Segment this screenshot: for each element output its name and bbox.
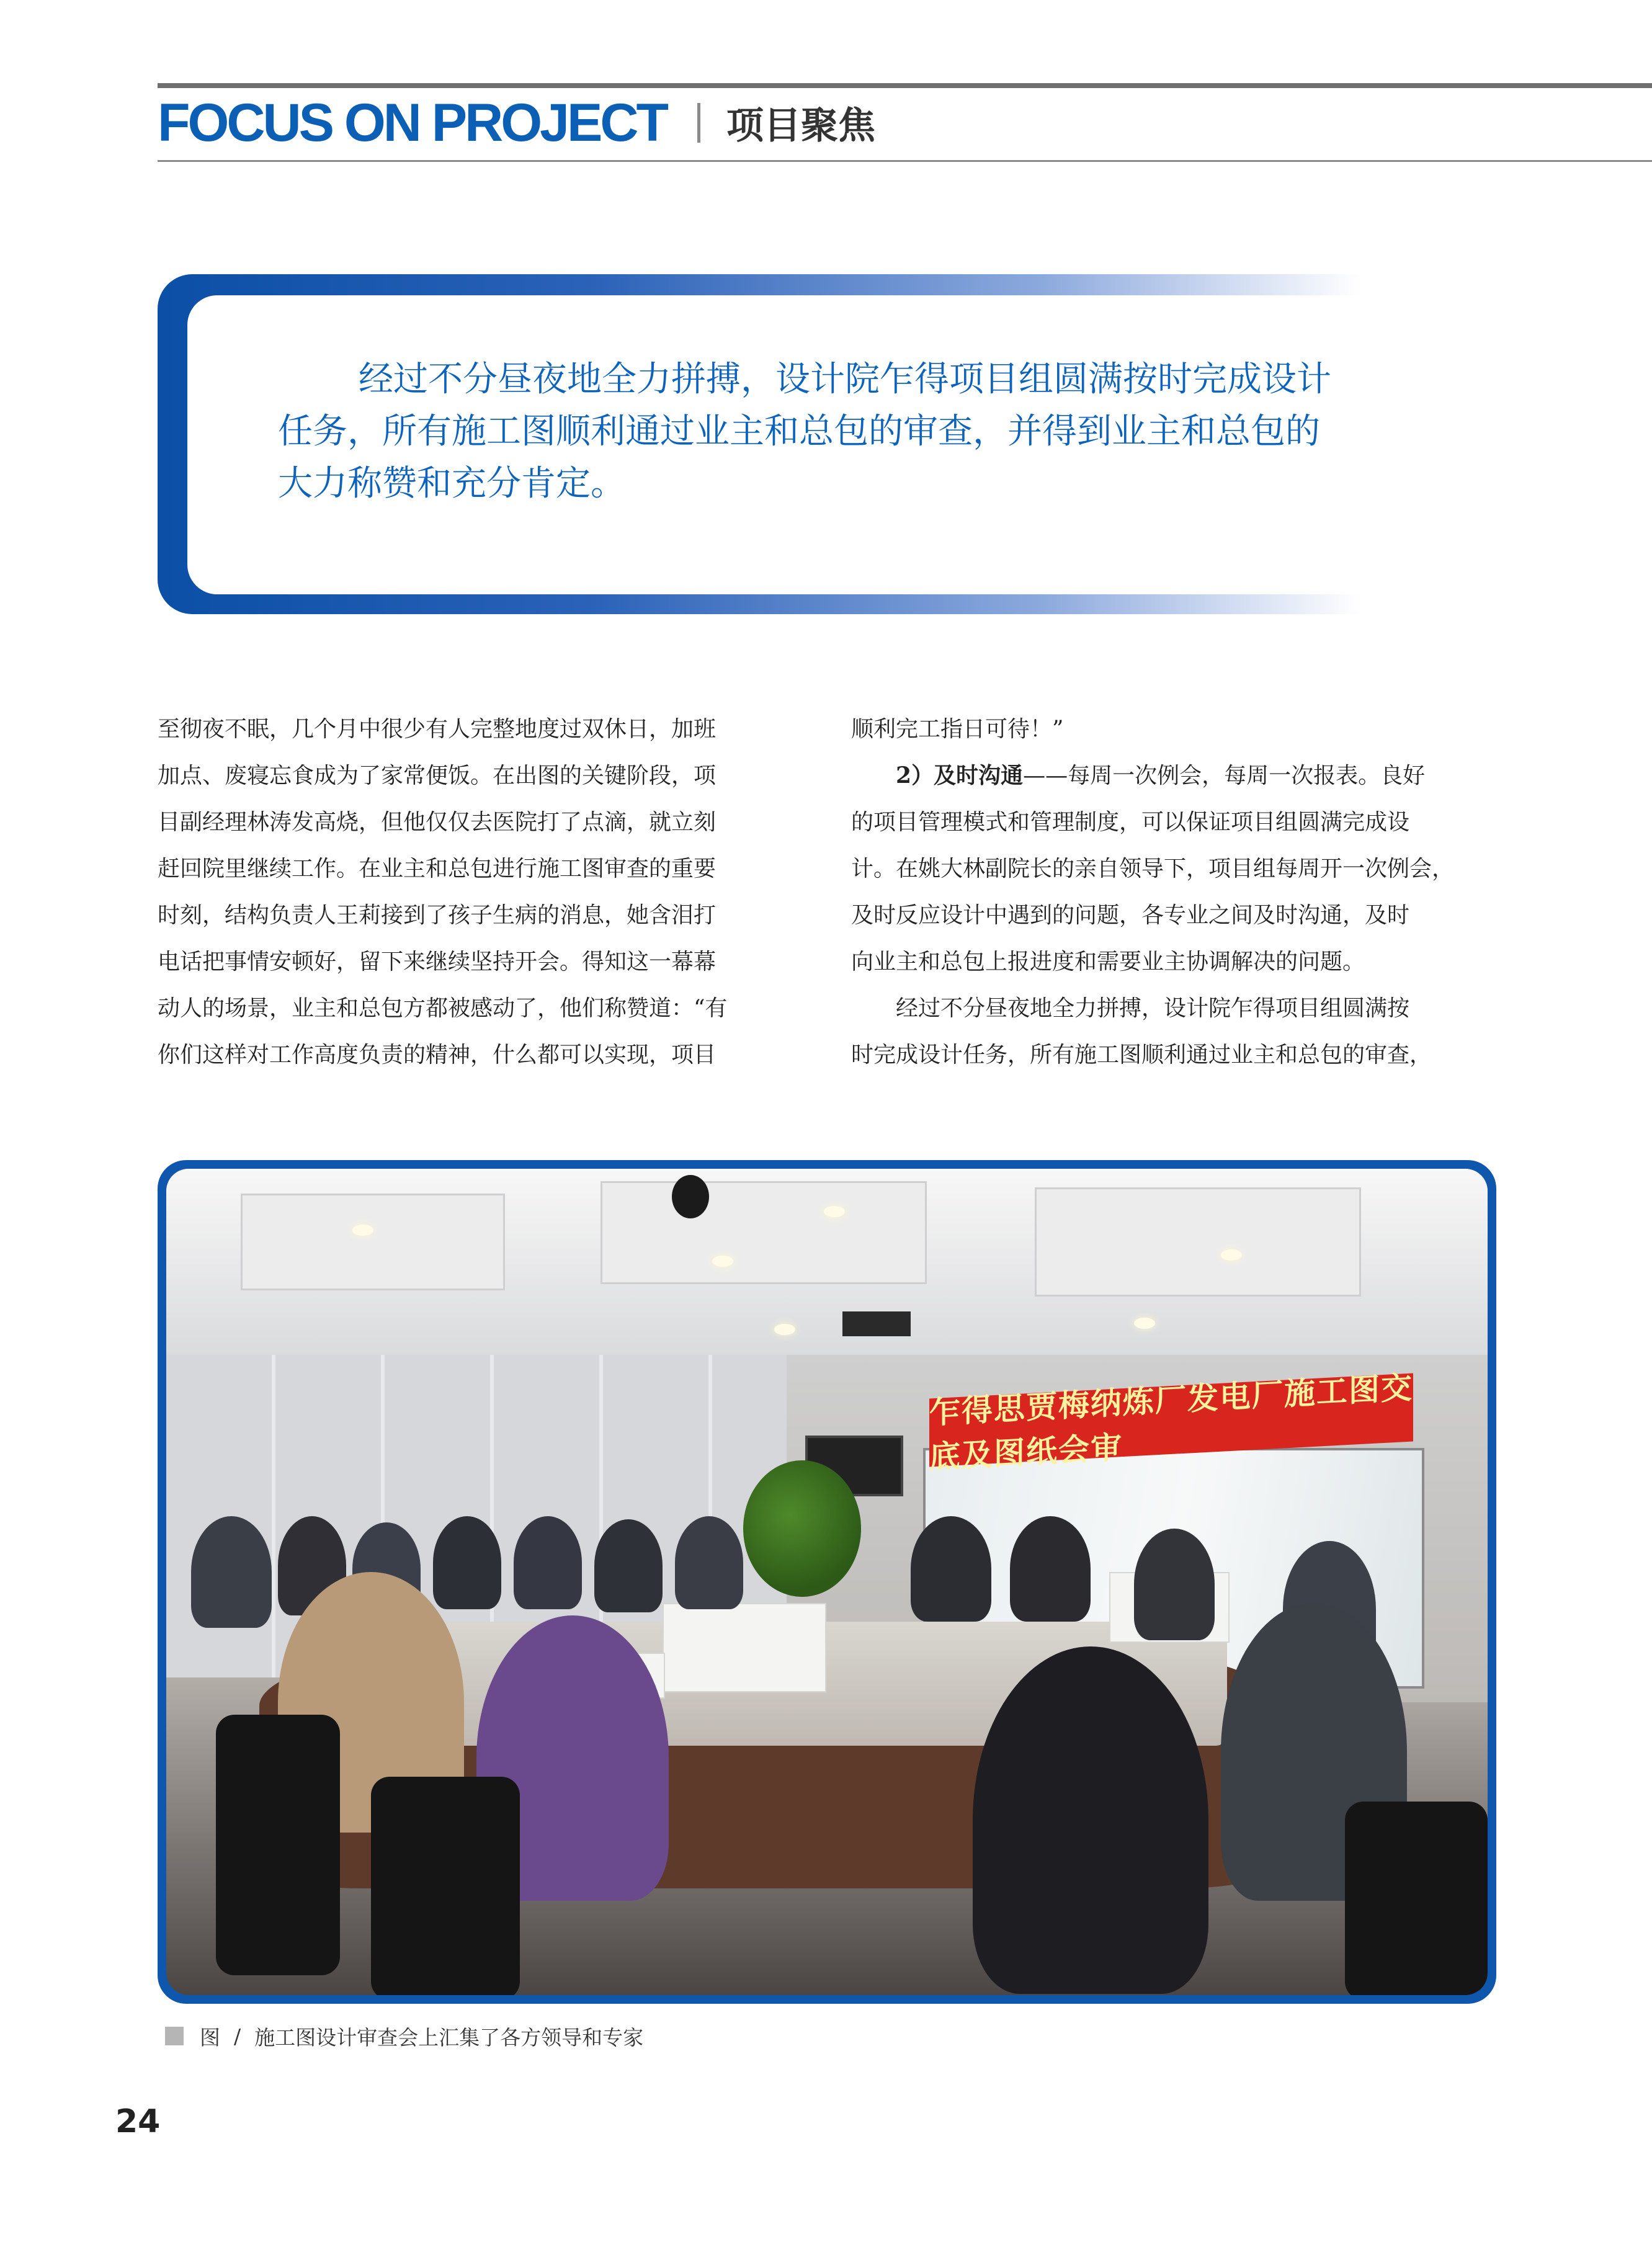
ceiling-camera bbox=[672, 1175, 709, 1218]
attendee bbox=[1134, 1529, 1215, 1640]
ceiling-light bbox=[712, 1256, 733, 1267]
body-line: 目副经理林涛发高烧，但他仅仅去医院打了点滴，就立刻 bbox=[158, 810, 717, 835]
body-line: 至彻夜不眠，几个月中很少有人完整地度过双休日，加班 bbox=[158, 717, 717, 742]
photo-caption bbox=[165, 2024, 643, 2048]
attendee bbox=[911, 1516, 991, 1622]
ceiling-panel bbox=[1035, 1187, 1361, 1297]
photo-frame bbox=[158, 1160, 1496, 2004]
caption-separator: / bbox=[234, 2024, 241, 2048]
caption-label: 图 bbox=[200, 2025, 220, 2050]
ceiling-light bbox=[774, 1324, 795, 1335]
attendee-foreground bbox=[973, 1646, 1208, 1994]
attendee bbox=[1010, 1516, 1091, 1622]
body-line: 经过不分昼夜地全力拼搏，设计院乍得项目组圆满按 bbox=[896, 996, 1410, 1021]
body-line: 动人的场景，业主和总包方都被感动了，他们称赞道：“有 bbox=[158, 996, 728, 1021]
body-line: 及时反应设计中遇到的问题，各专业之间及时沟通，及时 bbox=[851, 903, 1410, 928]
ceiling-light bbox=[352, 1225, 373, 1236]
header-bottom-rule bbox=[158, 160, 1652, 162]
pull-quote-text: 经过不分昼夜地全力拼搏，设计院乍得项目组圆满按时完成设计任务，所有施工图顺利通过业主和总包的审查，并得到业主和总包的大力称赞和充分肯定。 bbox=[278, 359, 1331, 504]
ceiling-panel bbox=[601, 1181, 927, 1284]
paper-stack bbox=[663, 1603, 826, 1692]
article-column-left bbox=[158, 706, 803, 1078]
subheading-rest: ——每周一次例会，每周一次报表。良好 bbox=[1023, 763, 1426, 788]
attendee bbox=[433, 1516, 501, 1609]
body-line: 时刻，结构负责人王莉接到了孩子生病的消息，她含泪打 bbox=[158, 903, 717, 928]
subheading-line bbox=[851, 753, 1496, 799]
ceiling-light bbox=[824, 1206, 845, 1217]
body-line: 电话把事情安顿好，留下来继续坚持开会。得知这一幕幕 bbox=[158, 949, 717, 975]
subheading-label: 2）及时沟通 bbox=[896, 762, 1024, 788]
attendee bbox=[594, 1519, 663, 1612]
office-chair bbox=[371, 1777, 520, 1995]
office-chair bbox=[1345, 1802, 1488, 1995]
body-line: 你们这样对工作高度负责的精神，什么都可以实现，项目 bbox=[158, 1042, 717, 1068]
header-divider bbox=[697, 103, 700, 143]
ceiling-panel bbox=[241, 1194, 505, 1290]
page-number: 24 bbox=[115, 2103, 161, 2140]
caption-marker bbox=[165, 2027, 184, 2045]
attendee bbox=[675, 1516, 743, 1609]
section-header bbox=[158, 94, 875, 151]
office-chair bbox=[216, 1715, 340, 1975]
meeting-photo bbox=[166, 1169, 1488, 1995]
body-line: 赶回院里继续工作。在业主和总包进行施工图审查的重要 bbox=[158, 856, 717, 882]
caption-text: 施工图设计审查会上汇集了各方领导和专家 bbox=[254, 2025, 644, 2050]
ceiling-light bbox=[1221, 1249, 1242, 1261]
ceiling-light bbox=[1134, 1318, 1155, 1329]
attendee bbox=[191, 1516, 272, 1628]
header-top-rule bbox=[158, 83, 1652, 88]
body-line: 向业主和总包上报进度和需要业主协调解决的问题。 bbox=[851, 949, 1365, 975]
article-column-right bbox=[851, 706, 1496, 1078]
body-line: 计。在姚大林副院长的亲自领导下，项目组每周开一次例会， bbox=[851, 856, 1455, 882]
section-title-cn: 项目聚焦 bbox=[726, 104, 875, 148]
body-line: 顺利完工指日可待！” bbox=[851, 717, 1064, 742]
potted-plant bbox=[743, 1460, 861, 1597]
ceiling-projector bbox=[842, 1311, 911, 1336]
body-line: 加点、废寝忘食成为了家常便饭。在出图的关键阶段，项 bbox=[158, 763, 717, 788]
photo-ceiling bbox=[166, 1169, 1488, 1355]
meeting-banner: 乍得思贾梅纳炼厂发电厂施工图交底及图纸会审 bbox=[929, 1369, 1413, 1476]
body-line: 时完成设计任务，所有施工图顺利通过业主和总包的审查， bbox=[851, 1042, 1432, 1068]
section-title-en: FOCUS ON PROJECT bbox=[158, 92, 666, 153]
body-line: 的项目管理模式和管理制度，可以保证项目组圆满完成设 bbox=[851, 810, 1410, 835]
attendee bbox=[514, 1516, 582, 1609]
